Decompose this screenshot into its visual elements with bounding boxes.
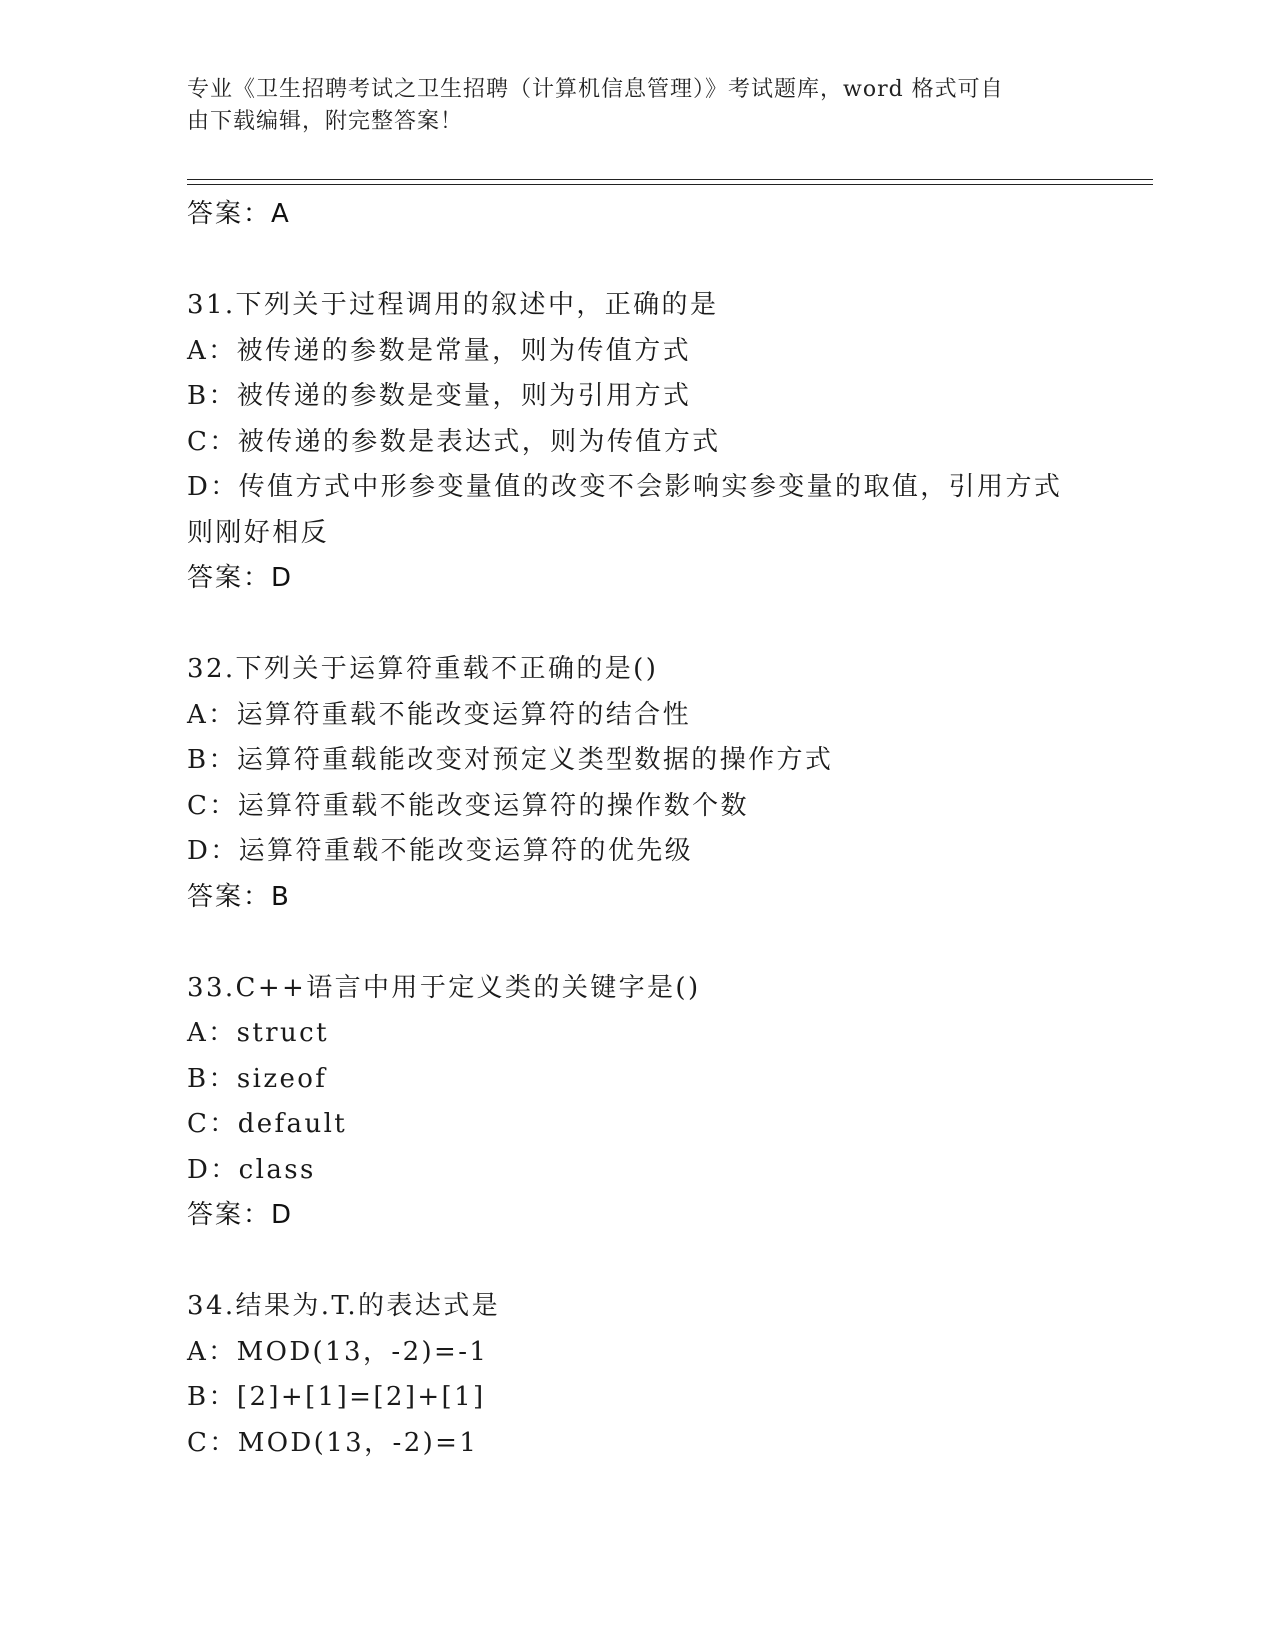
- question-stem: 34.结果为.T.的表达式是: [187, 1291, 500, 1321]
- option-d-continued: 则刚好相反: [187, 517, 330, 548]
- answer-previous: 答案：A: [187, 199, 291, 229]
- option-a: A：被传递的参数是常量，则为传值方式: [187, 335, 691, 366]
- header-line-1: 专业《卫生招聘考试之卫生招聘（计算机信息管理）》考试题库，word 格式可自: [187, 77, 1004, 102]
- option-c: C：MOD(13，-2)=1: [187, 1427, 479, 1458]
- document-body: [187, 192, 1087, 1466]
- spacer: [187, 602, 1087, 648]
- option-b: B：被传递的参数是变量，则为引用方式: [187, 381, 692, 411]
- answer: 答案：B: [187, 881, 291, 912]
- option-c: C：运算符重载不能改变运算符的操作数个数: [187, 790, 749, 821]
- option-a: A：运算符重载不能改变运算符的结合性: [187, 699, 691, 730]
- option-d: D：传值方式中形参变量值的改变不会影响实参变量的取值，引用方式: [187, 472, 1063, 502]
- spacer: [187, 238, 1087, 284]
- question-32: [187, 647, 1087, 920]
- header-divider-bottom: [187, 184, 1153, 185]
- question-stem: 31.下列关于过程调用的叙述中，正确的是: [187, 290, 719, 320]
- option-c: C：default: [187, 1109, 348, 1139]
- question-stem: 32.下列关于运算符重载不正确的是(): [187, 654, 659, 684]
- question-stem: 33.C++语言中用于定义类的关键字是(): [187, 972, 701, 1003]
- option-d: D：class: [187, 1154, 316, 1185]
- answer: 答案：D: [187, 1200, 294, 1230]
- header-divider-top: [187, 179, 1153, 180]
- option-d: D：运算符重载不能改变运算符的优先级: [187, 836, 694, 866]
- option-b: B：sizeof: [187, 1063, 328, 1094]
- question-34: [187, 1284, 1087, 1466]
- option-a: A：struct: [187, 1018, 329, 1048]
- option-a: A：MOD(13，-2)=-1: [187, 1336, 489, 1367]
- spacer: [187, 920, 1087, 966]
- question-33: [187, 966, 1087, 1239]
- header-line-2: 由下载编辑，附完整答案！: [187, 109, 464, 134]
- option-b: B：运算符重载能改变对预定义类型数据的操作方式: [187, 745, 834, 775]
- spacer: [187, 1239, 1087, 1285]
- option-b: B：[2]+[1]=[2]+[1]: [187, 1382, 486, 1412]
- document-header: [187, 74, 1067, 138]
- option-c: C：被传递的参数是表达式，则为传值方式: [187, 426, 721, 457]
- question-31: [187, 283, 1087, 602]
- answer: 答案：D: [187, 563, 294, 593]
